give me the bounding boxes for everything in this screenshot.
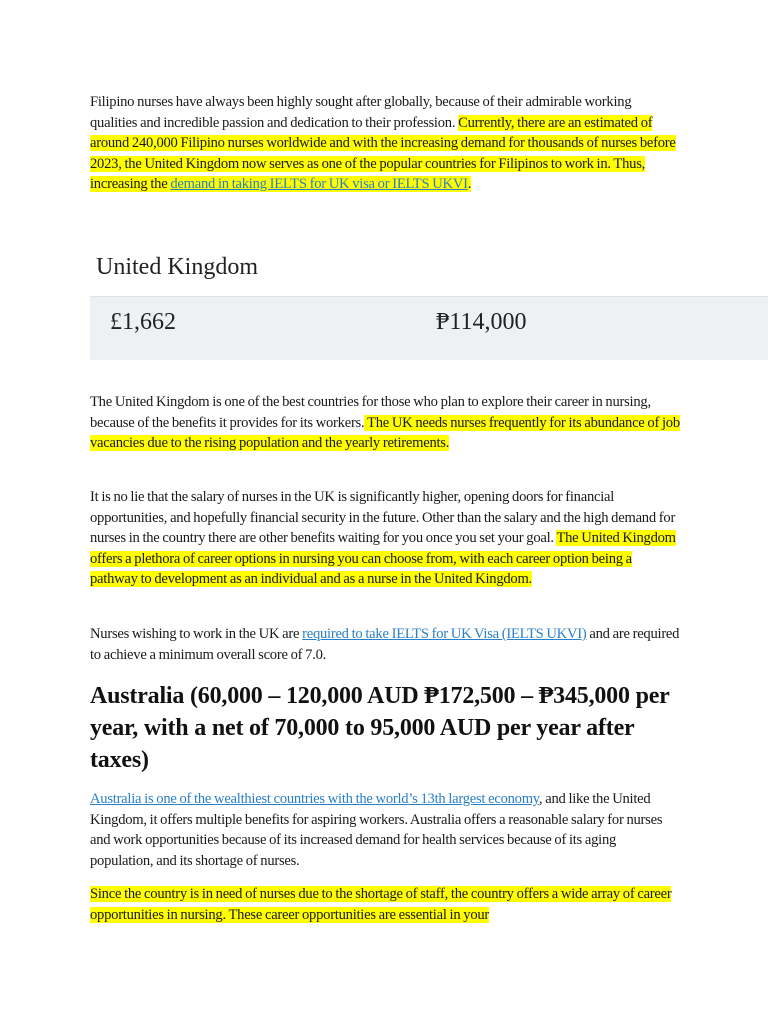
uk-paragraph-3 bbox=[90, 624, 680, 665]
uk-salary-table bbox=[90, 296, 768, 360]
australia-economy-link[interactable]: Australia is one of the wealthiest countries with the world’s 13th largest economy bbox=[90, 791, 539, 807]
uk-p1-highlight: The UK needs nurses frequently for its abundance of job vacancies due to the rising population and the yearly retirements. bbox=[90, 414, 680, 451]
australia-heading: Australia (60,000 – 120,000 AUD ₱172,500 – ₱345,000 per year, with a net of 70,000 to 95,000 AUD per year after taxes) bbox=[90, 683, 670, 773]
uk-p2-highlight: The United Kingdom offers a plethora of career options in nursing you can choose from, with each career option being a pathway to development as an individual and as a nurse in the United Kingdom. bbox=[90, 530, 676, 587]
uk-paragraph-2 bbox=[90, 487, 680, 590]
uk-p3-text: Nurses wishing to work in the UK are bbox=[90, 626, 303, 642]
intro-text: Filipino nurses have always been highly sought after globally, because of their admirable working qualities and incredible passion and dedication to their profession. bbox=[90, 94, 632, 131]
intro-paragraph bbox=[90, 92, 680, 195]
au-p1-text: , and like the United Kingdom, it offers multiple benefits for aspiring workers. Australia offers a reasonable salary for nurses and work opportunities because of its increased demand for health services because of its aging population, and its shortage of nurses. bbox=[90, 791, 663, 869]
au-p2-highlight: Since the country is in need of nurses due to the shortage of staff, the country offers a wide array of career opportunities in nursing. These career opportunities are essential in your bbox=[90, 886, 672, 923]
intro-end: . bbox=[467, 176, 472, 192]
uk-heading: United Kingdom bbox=[96, 254, 258, 280]
uk-p1-text: The United Kingdom is one of the best countries for those who plan to explore their career in nursing, because of the benefits it provides for its workers. bbox=[90, 394, 651, 431]
uk-p2-text: It is no lie that the salary of nurses in the UK is significantly higher, opening doors for financial opportunities, and hopefully financial security in the future. Other than the salary and the high demand for nurses in the country there are other benefits waiting for you once you set your goal. bbox=[90, 489, 676, 546]
uk-salary-php: ₱114,000 bbox=[436, 309, 527, 335]
au-paragraph-1 bbox=[90, 789, 680, 871]
ielts-uk-visa-link[interactable]: required to take IELTS for UK Visa (IELTS UKVI) bbox=[302, 626, 587, 642]
uk-paragraph-1 bbox=[90, 392, 680, 454]
uk-salary-gbp: £1,662 bbox=[110, 309, 176, 335]
ielts-ukvi-link[interactable]: demand in taking IELTS for UK visa or IELTS UKVI bbox=[170, 176, 468, 192]
au-paragraph-2 bbox=[90, 884, 680, 925]
uk-p3-end: and are required to achieve a minimum overall score of 7.0. bbox=[90, 626, 680, 663]
intro-highlight-text: Currently, there are an estimated of around 240,000 Filipino nurses worldwide and with the increasing demand for thousands of nurses before 2023, the United Kingdom now serves as one of the popular countries for Filipinos to work in. Thus, increasing the bbox=[90, 114, 676, 192]
